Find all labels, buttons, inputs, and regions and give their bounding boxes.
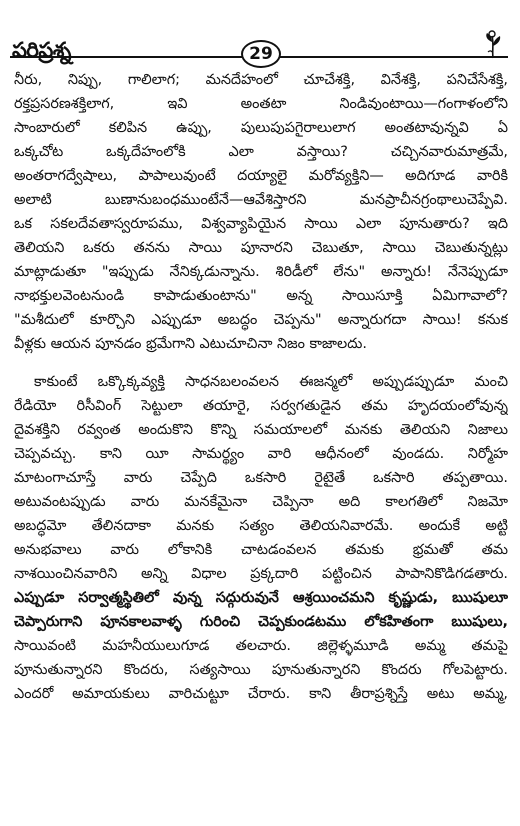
text-line: రేడియో రిసీవింగ్ సెట్టులా తయారై, సర్వగతుడైన తమ హృదయంలోవున్న bbox=[14, 398, 508, 414]
text-line: ఒక్కచోట ఒక్కదేహంలోకి ఎలా వస్తాయి? చచ్చినవారుమాత్రమే, bbox=[14, 144, 508, 160]
paragraph-gap bbox=[14, 356, 508, 370]
text-line: ఎప్పుడూ సర్వాత్మస్థితిలో వున్న సద్గురువునే ఆశ్రయించమని కృష్ణుడు, ఋషులూ bbox=[14, 590, 508, 606]
running-title: పరిప్రశ్న bbox=[12, 38, 71, 62]
text-line: సాయివంటి మహనీయులుగూడ తలచారు. జిల్లెళ్ళమూడి అమ్మ తమపై bbox=[14, 638, 508, 654]
text-line: అబద్ధమో తేలినదాకా మనకు సత్యం తెలియనివారమే. అందుకే అట్టి bbox=[14, 518, 508, 534]
page-body bbox=[14, 68, 508, 706]
text-line: చెప్పారుగాని పూనకాలవాళ్ళ గురించి చెప్పకుండటము లోకహితంగా ఋషులు, bbox=[14, 614, 508, 630]
paragraph bbox=[14, 68, 508, 356]
text-line: ఒక సకలదేవతాస్వరూపము, విశ్వవ్యాపియైన సాయి ఎలా పూనుతారు? ఇది bbox=[14, 216, 508, 232]
text-line: మాటంగాచూస్తే వారు చెప్పేది ఒకసారి రైటైతే ఒకసారి తప్పతాయి. bbox=[14, 470, 508, 486]
text-line: కాకుంటే ఒక్కొక్కవ్యక్తి సాధనబలంవలన ఈజన్మలో అప్పుడప్పుడూ మంచి bbox=[34, 374, 508, 390]
text-line: సాంబారులో కలిపిన ఉప్పు, పులుపుపగైరాలులాగ అంతటావున్నవి ఏ bbox=[14, 120, 508, 136]
page-number: 29 bbox=[241, 40, 281, 68]
flower-ornament-icon bbox=[480, 30, 506, 60]
text-line: తెలియని ఒకరు తనను సాయి పూనారని చెబుతూ, సాయి చెబుతున్నట్లు bbox=[14, 240, 508, 256]
page-header bbox=[0, 0, 520, 70]
text-line: అలాటి బుణానుబంధముంటేనే—ఆవేశిస్తారని మనప్రాచీనగ్రంథాలుచెప్పేవి. bbox=[14, 192, 508, 208]
text-line: అనుభవాలు వారు లోకానికి చాటడంవలన తమకు భ్రమతో తమ bbox=[14, 542, 508, 558]
text-line: నీరు, నిప్పు, గాలిలాగ; మనదేహంలో చూచేశక్తి, వినేశక్తి, పనిచేసేశక్తి, bbox=[14, 72, 508, 88]
text-line: వీళ్లకు ఆయన పూనడం భ్రమేగాని ఎటుచూచినా నిజం కాజాలదు. bbox=[14, 336, 367, 352]
text-line: మాట్లాడుతూ "ఇప్పుడు నేనిక్కడున్నాను. శిరిడీలో లేను" అన్నారు! నేనెప్పుడూ bbox=[14, 264, 508, 280]
paragraph bbox=[14, 370, 508, 706]
text-line: నాశయించినవారిని అన్ని విధాల ప్రక్కదారి పట్టించిన పాపానికొడిగడతారు. bbox=[14, 566, 508, 582]
text-line: రక్తప్రసరణశక్తిలాగ, ఇవి అంతటా నిండివుంటాయి—గంగాళంలోని bbox=[14, 96, 508, 112]
text-line: అటువంటప్పుడు వారు మనకేమైనా చెప్పినా అది కాలగతిలో నిజమో bbox=[14, 494, 508, 510]
text-line: అంతరాగద్వేషాలు, పాపాలువుంటే దయ్యాలై మరోవ్యక్తిని— అదిగూడ వారికి bbox=[14, 168, 508, 184]
text-line: దైవశక్తిని రవ్వంత అందుకొని కొన్ని సమయాలలో మనకు తెలియని నిజాలు bbox=[14, 422, 508, 438]
text-line: "మశీదులో కూర్చొని ఎప్పుడూ అబద్ధం చెప్పను" అన్నారుగదా సాయి! కనుక bbox=[14, 312, 508, 328]
text-line: ఎందరో అమాయకులు వారిచుట్టూ చేరారు. కాని తీరాప్రశ్నిస్తే అటు అమ్మ, bbox=[14, 686, 508, 702]
text-line: చెప్పవచ్చు. కాని యీ సామర్థ్యం వారి ఆధీనంలో వుండదు. నిర్మోహ bbox=[14, 446, 508, 462]
text-line: నాభక్తులవెంటనుండి కాపాడుతుంటాను" అన్న సాయిసూక్తి ఏమిగావాలో? bbox=[14, 288, 508, 304]
text-line: పూనుతున్నారని కొందరు, సత్యసాయి పూనుతున్నారని కొందరు గోలపెట్టారు. bbox=[14, 662, 508, 678]
